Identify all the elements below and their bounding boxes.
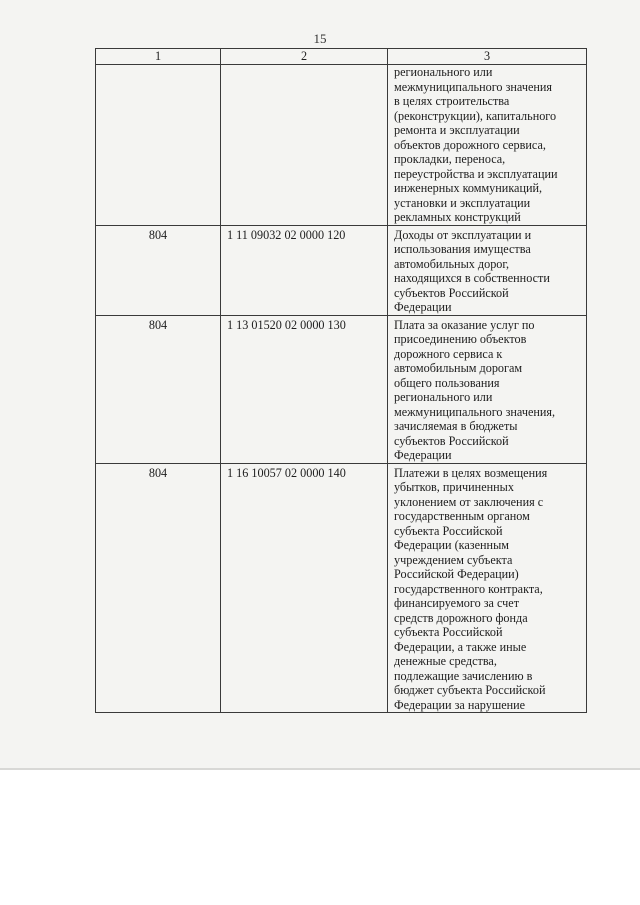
budget-code-cell — [221, 65, 388, 226]
table-row — [96, 315, 587, 463]
admin-code-cell: 804 — [96, 463, 221, 713]
column-header-3: 3 — [388, 49, 587, 65]
revenue-name-cell: регионального или межмуниципального значения в целях строительства (реконструкции), капитального ремонта и эксплуатации объектов дорожного сервиса, прокладки, переноса, переустройства и эксплуатации инженерных коммуникаций, установки и эксплуатации рекламных конструкций — [388, 65, 587, 226]
budget-code-cell: 1 11 09032 02 0000 120 — [221, 225, 388, 315]
budget-code-cell: 1 16 10057 02 0000 140 — [221, 463, 388, 713]
revenue-codes-table — [95, 48, 587, 713]
revenue-name-cell: Платежи в целях возмещения убытков, причиненных уклонением от заключения с государственным органом субъекта Российской Федерации (казенным учреждением субъекта Российской Федерации) государственного контракта, финансируемого за счет средств дорожного фонда субъекта Российской Федерации, а также иные денежные средства, подлежащие зачислению в бюджет субъекта Российской Федерации за нарушение — [388, 463, 587, 713]
revenue-name-cell: Плата за оказание услуг по присоединению объектов дорожного сервиса к автомобильным дорогам общего пользования регионального или межмуниципального значения, зачисляемая в бюджеты субъектов Российской Федерации — [388, 315, 587, 463]
page-number: 15 — [313, 31, 327, 46]
admin-code-cell: 804 — [96, 315, 221, 463]
table-row — [96, 225, 587, 315]
budget-code-cell: 1 13 01520 02 0000 130 — [221, 315, 388, 463]
blank-margin — [0, 770, 640, 905]
revenue-name-cell: Доходы от эксплуатации и использования имущества автомобильных дорог, находящихся в собственности субъектов Российской Федерации — [388, 225, 587, 315]
table-row — [96, 463, 587, 713]
table-header-row — [96, 49, 587, 65]
column-header-2: 2 — [221, 49, 388, 65]
admin-code-cell — [96, 65, 221, 226]
table-row — [96, 65, 587, 226]
admin-code-cell: 804 — [96, 225, 221, 315]
column-header-1: 1 — [96, 49, 221, 65]
